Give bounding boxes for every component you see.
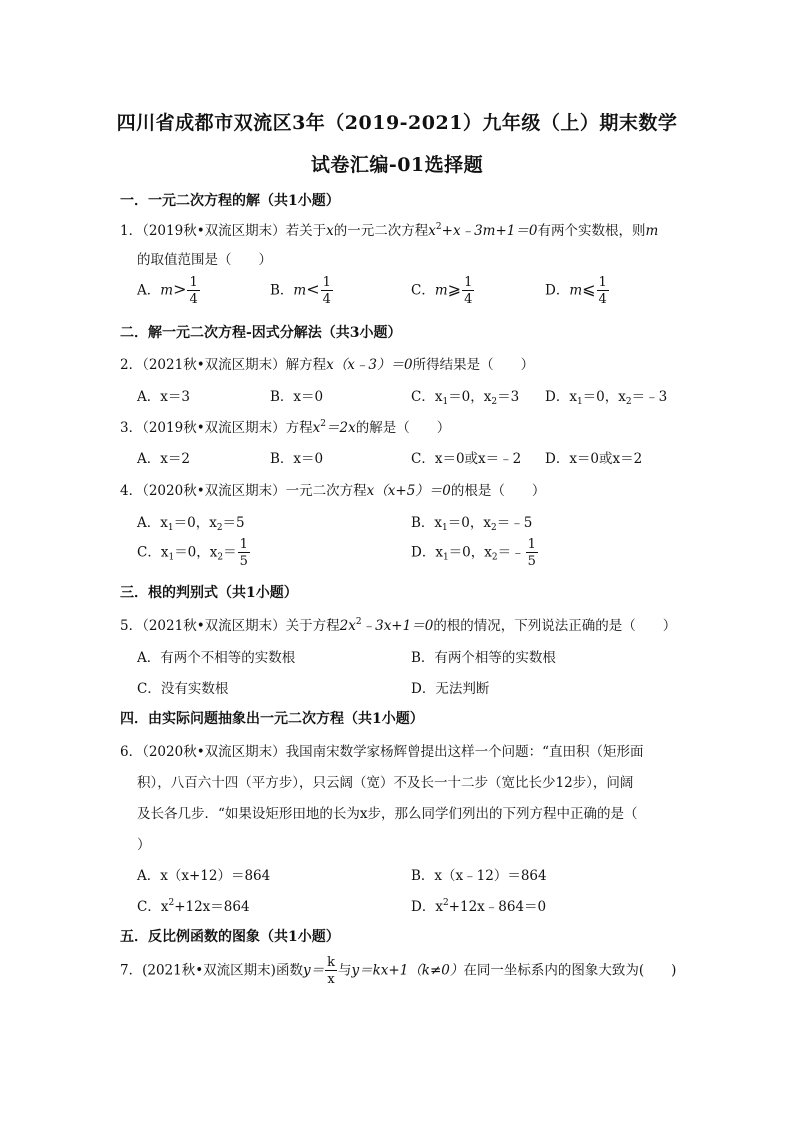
q1-option-c-label: C． bbox=[411, 282, 435, 299]
fraction-numerator: 1 bbox=[322, 275, 331, 290]
q1-tail: 有两个实数根，则 bbox=[537, 223, 646, 239]
opt-mid: ＝0，x bbox=[174, 544, 218, 561]
fraction-denominator: x bbox=[327, 972, 335, 987]
subscript: 2 bbox=[217, 552, 224, 563]
fraction-numerator: 1 bbox=[464, 275, 473, 290]
q1-var-x: x bbox=[326, 223, 334, 239]
q3-eq-rest: ＝2x bbox=[326, 420, 356, 436]
q1-option-c bbox=[411, 276, 475, 306]
opt-label: B．x bbox=[411, 515, 443, 531]
section-heading-4: 四．由实际问题抽象出一元二次方程（共1小题） bbox=[120, 711, 424, 727]
q1-option-b-symbol: < bbox=[306, 279, 320, 299]
opt-end: ＝﹣3 bbox=[631, 389, 668, 405]
q6-option-a: A．x（x+12）＝864 bbox=[137, 868, 271, 884]
q1-option-a-fraction bbox=[187, 276, 199, 306]
q6-option-c bbox=[137, 895, 250, 915]
question-1-line1 bbox=[120, 219, 658, 239]
opt-end: ＝ bbox=[223, 544, 237, 561]
section-heading-1: 一．一元二次方程的解（共1小题） bbox=[120, 193, 340, 209]
q7-mid: 与 bbox=[337, 962, 352, 979]
q2-text-b: 所得结果是（ ） bbox=[412, 357, 535, 373]
q5-option-c: C．没有实数根 bbox=[137, 681, 229, 697]
section-heading-3: 三．根的判别式（共1小题） bbox=[120, 585, 298, 601]
q1-eq-rest: +x﹣3m+1＝0 bbox=[441, 223, 538, 239]
opt-end: ＝﹣ bbox=[497, 544, 525, 561]
subscript: 1 bbox=[576, 397, 583, 407]
subscript: 2 bbox=[491, 397, 498, 407]
opt-label: A．x bbox=[137, 515, 168, 531]
section-heading-2: 二．解一元二次方程-因式分解法（共3小题） bbox=[120, 325, 402, 341]
subscript: 1 bbox=[442, 397, 449, 407]
opt-mid: ＝0，x bbox=[448, 389, 492, 405]
q2-text-a: 2．（2021秋•双流区期末）解方程 bbox=[120, 357, 327, 373]
q2-option-d bbox=[545, 385, 667, 405]
fraction-numerator: k bbox=[327, 955, 335, 970]
opt-text-b: +12x＝864 bbox=[174, 899, 250, 915]
q4-text-a: 4．（2020秋•双流区期末）一元二次方程 bbox=[120, 483, 367, 499]
q4-option-a bbox=[137, 511, 245, 531]
q4-option-c-fraction bbox=[238, 538, 250, 568]
opt-end: ＝5 bbox=[222, 515, 245, 531]
q3-text-b: 的解是（ ） bbox=[355, 420, 451, 436]
fraction-denominator: 4 bbox=[464, 292, 473, 307]
document-title-line2: 试卷汇编-01选择题 bbox=[310, 154, 484, 176]
subscript: 2 bbox=[625, 397, 632, 407]
q1-option-a bbox=[137, 276, 201, 306]
q1-option-c-fraction bbox=[462, 276, 474, 306]
fraction-numerator: 1 bbox=[189, 275, 198, 290]
q1-var-m: m bbox=[645, 223, 659, 239]
q1-mid: 的一元二次方程 bbox=[333, 223, 429, 239]
question-2 bbox=[120, 353, 534, 373]
fraction-denominator: 4 bbox=[322, 292, 331, 307]
q4-option-d bbox=[411, 538, 539, 568]
opt-end: ＝3 bbox=[497, 389, 520, 405]
question-7 bbox=[120, 956, 676, 986]
q4-option-b bbox=[411, 511, 532, 531]
q5-text-b: 的根的情况，下列说法正确的是（ ） bbox=[433, 618, 677, 634]
opt-label: C．x bbox=[137, 544, 169, 561]
question-6-line4: ） bbox=[137, 837, 151, 853]
q7-fraction bbox=[325, 956, 337, 986]
q3-eq-x: x bbox=[312, 420, 321, 436]
q1-option-d-label: D． bbox=[545, 282, 570, 299]
subscript: 1 bbox=[442, 523, 448, 533]
opt-mid: ＝0，x bbox=[173, 515, 217, 531]
q5-option-a: A．有两个不相等的实数根 bbox=[137, 650, 296, 666]
q3-text-a: 3．（2019秋•双流区期末）方程 bbox=[120, 420, 313, 436]
q2-option-b: B．x＝0 bbox=[270, 389, 324, 405]
q7-function-2: y＝kx+1（k≠0） bbox=[351, 962, 464, 979]
question-1-line2: 的取值范围是（ ） bbox=[137, 252, 272, 268]
opt-label: D．x bbox=[411, 544, 443, 561]
q7-function-1: y＝ bbox=[302, 962, 325, 979]
q5-option-d: D．无法判断 bbox=[411, 681, 490, 697]
fraction-denominator: 4 bbox=[598, 292, 607, 307]
opt-mid: ＝0，x bbox=[582, 389, 626, 405]
subscript: 1 bbox=[167, 523, 174, 533]
document-title-line1: 四川省成都市双流区3年（2019-2021）九年级（上）期末数学 bbox=[116, 112, 678, 134]
q5-option-b: B．有两个相等的实数根 bbox=[411, 650, 556, 666]
q1-prefix: 1．（2019秋•双流区期末）若关于 bbox=[120, 223, 327, 239]
question-6-line1: 6．（2020秋•双流区期末）我国南宋数学家杨辉曾提出这样一个问题：“直田积（矩形面 bbox=[120, 744, 644, 760]
q1-option-c-var: m bbox=[434, 282, 448, 299]
q1-option-a-var: m bbox=[160, 282, 174, 299]
q2-option-a: A．x＝3 bbox=[137, 389, 190, 405]
fraction-denominator: 5 bbox=[527, 554, 536, 569]
question-6-line3: 及长各几步．“如果设矩形田地的长为x步，那么同学们列出的下列方程中正确的是（ bbox=[137, 806, 638, 822]
opt-text-a: C．x bbox=[137, 899, 169, 915]
q5-eq-rest: ﹣3x+1＝0 bbox=[361, 618, 434, 634]
fraction-denominator: 5 bbox=[239, 554, 248, 569]
q4-option-d-fraction bbox=[526, 538, 538, 568]
fraction-numerator: 1 bbox=[598, 275, 607, 290]
question-4 bbox=[120, 479, 545, 499]
subscript: 1 bbox=[442, 552, 449, 563]
opt-text-b: +12x﹣864＝0 bbox=[448, 899, 547, 915]
subscript: 2 bbox=[216, 523, 223, 533]
opt-mid: ＝0，x bbox=[448, 544, 492, 561]
q1-eq-sup: 2 bbox=[435, 222, 442, 232]
q1-option-b-var: m bbox=[293, 282, 307, 299]
fraction-numerator: 1 bbox=[239, 537, 248, 552]
opt-text-a: D．x bbox=[411, 899, 443, 915]
q1-option-d bbox=[545, 276, 610, 306]
q1-option-d-var: m bbox=[569, 282, 583, 299]
q1-option-b-fraction bbox=[321, 276, 333, 306]
q3-option-c: C．x＝0或x＝﹣2 bbox=[411, 451, 522, 467]
q4-text-b: 的根是（ ） bbox=[450, 483, 546, 499]
q5-eq-sup: 2 bbox=[355, 617, 362, 627]
subscript: 2 bbox=[490, 523, 497, 533]
subscript: 1 bbox=[168, 552, 175, 563]
q7-text-b: 在同一坐标系内的图象大致为( ) bbox=[463, 962, 677, 979]
opt-end: ＝﹣5 bbox=[496, 515, 533, 531]
q5-text-a: 5．（2021秋•双流区期末）关于方程 bbox=[120, 618, 340, 634]
q3-option-b: B．x＝0 bbox=[270, 451, 324, 467]
question-3 bbox=[120, 416, 450, 436]
q7-text-a: 7．(2021秋•双流区期末)函数 bbox=[120, 962, 303, 979]
subscript: 2 bbox=[491, 552, 498, 563]
q6-option-d bbox=[411, 895, 546, 915]
fraction-denominator: 4 bbox=[189, 292, 198, 307]
q1-option-c-symbol: ⩾ bbox=[447, 279, 462, 299]
q1-option-a-symbol: > bbox=[173, 279, 187, 299]
q6-option-b: B．x（x﹣12）＝864 bbox=[411, 868, 547, 884]
superscript: 2 bbox=[442, 898, 449, 908]
q1-option-a-label: A． bbox=[137, 282, 161, 299]
q4-option-c bbox=[137, 538, 251, 568]
question-5 bbox=[120, 614, 676, 634]
q3-option-d: D．x＝0或x＝2 bbox=[545, 451, 643, 467]
superscript: 2 bbox=[168, 898, 175, 908]
q4-equation: x（x+5）＝0 bbox=[366, 483, 451, 499]
opt-label: D．x bbox=[545, 389, 577, 405]
q3-option-a: A．x＝2 bbox=[137, 451, 190, 467]
q2-option-c bbox=[411, 385, 519, 405]
q1-eq-x: x bbox=[428, 223, 436, 239]
q5-eq-a: 2x bbox=[339, 618, 356, 634]
opt-label: C．x bbox=[411, 389, 443, 405]
q1-option-b-label: B． bbox=[270, 282, 294, 299]
q1-option-d-fraction bbox=[597, 276, 609, 306]
fraction-numerator: 1 bbox=[527, 537, 536, 552]
opt-mid: ＝0，x bbox=[447, 515, 491, 531]
section-heading-5: 五．反比例函数的图象（共1小题） bbox=[120, 929, 340, 945]
q1-option-d-symbol: ⩽ bbox=[582, 279, 596, 299]
q2-equation: x（x﹣3）＝0 bbox=[326, 357, 413, 373]
q3-eq-sup: 2 bbox=[320, 419, 327, 429]
question-6-line2: 积），八百六十四（平方步），只云阔（宽）不及长一十二步（宽比长少12步），问阔 bbox=[137, 775, 634, 791]
q1-option-b bbox=[270, 276, 334, 306]
